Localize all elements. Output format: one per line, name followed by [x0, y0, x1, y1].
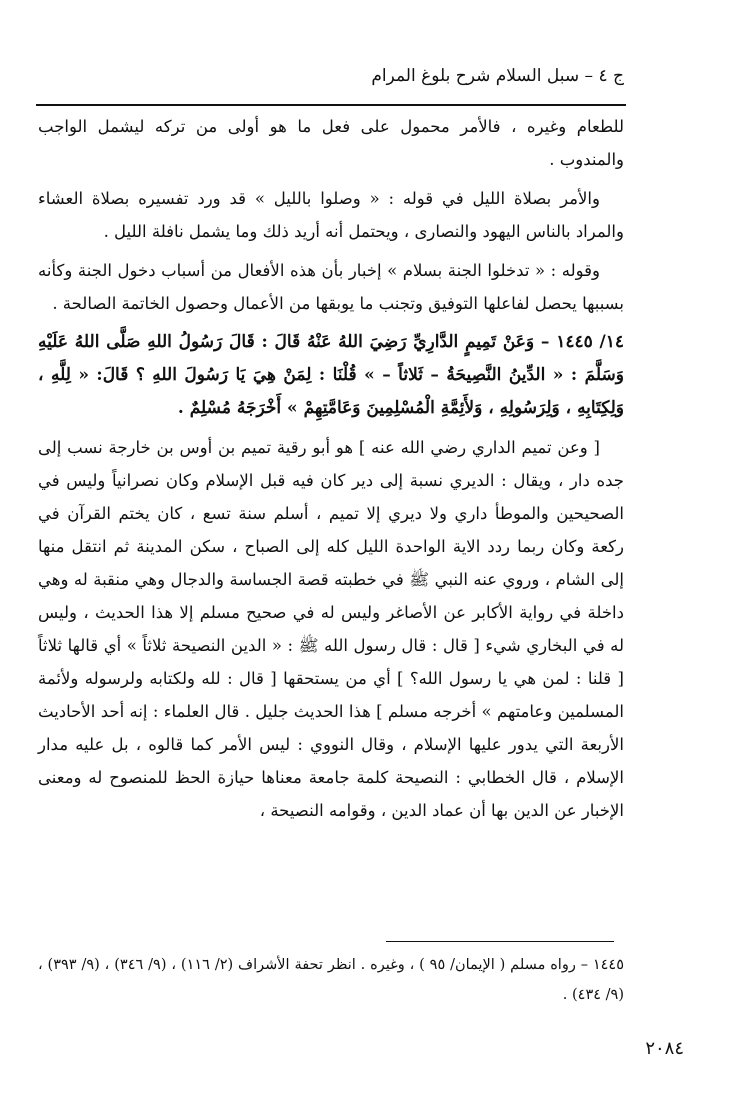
paragraph-paradise: وقوله : « تدخلوا الجنة بسلام » إخبار بأن هذه الأفعال من أسباب دخول الجنة وكأنه بسببها يحصل لفاعلها التوفيق وتجنب ما يوبقها من الأعمال وحصول الخاتمة الصالحة .: [38, 261, 624, 313]
running-header: ج ٤ – سبل السلام شرح بلوغ المرام: [371, 66, 624, 86]
page-number: ٢٠٨٤: [645, 1038, 684, 1059]
hadith-text: ١٤/ ١٤٤٥ – وَعَنْ تَمِيمٍ الدَّارِيِّ رَضِيَ اللهُ عَنْهُ قَالَ : قَالَ رَسُولُ اللهِ صَلَّى اللهُ عَلَيْهِ وَسَلَّمَ : « الدِّينُ النَّصِيحَةُ – ثَلاثاً – » قُلْنَا : لِمَنْ هِيَ يَا رَسُولَ اللهِ ؟ قَالَ: « لِلَّهِ ، وَلِكِتَابِهِ ، وَلِرَسُولِهِ ، وَلأَئِمَّةِ الْمُسْلِمِينَ وَعَامَّتِهِمْ » أَخْرَجَهُ مُسْلِمٌ .: [38, 332, 624, 418]
footnote-rule: [386, 941, 614, 942]
header-rule: [36, 104, 626, 106]
footnote: ١٤٤٥ – رواه مسلم ( الإيمان/ ٩٥ ) ، وغيره . انظر تحفة الأشراف (٢/ ١١٦) ، (٩/ ٣٤٦) ، (٩/ ٣٩٣) ، (٩/ ٤٣٤) .: [38, 957, 624, 1003]
paragraph-commentary: [ وعن تميم الداري رضي الله عنه ] هو أبو رقية تميم بن أوس بن خارجة نسب إلى جده دار ، ويقال : الديري نسبة إلى دير كان فيه قبل الإسلام وكان نصرانياً وليس في الصحيحين والموطأ داري ولا ديري إلا تميم ، أسلم سنة تسع ، كان يختم القرآن في ركعة وكان ربما ردد الاية الواحدة الليل كله إلى الصباح ، سكن المدينة ثم انتقل منها إلى الشام ، وروي عنه النبي ﷺ في خطبته قصة الجساسة والدجال وهي منقبة له وهي داخلة في رواية الأكابر عن الأصاغر وليس له في صحيح مسلم إلا هذا الحديث ، وليس له في البخاري شيء [ قال : قال رسول الله ﷺ : « الدين النصيحة ثلاثاً » أي قالها ثلاثاً [ قلنا : لمن هي يا رسول الله؟ ] أي من يستحقها [ قال : لله ولكتابه ولرسوله ولأئمة المسلمين وعامتهم » أخرجه مسلم ] هذا الحديث جليل . قال العلماء : إنه أحد الأحاديث الأربعة التي يدور عليها الإسلام ، وقال النووي : ليس الأمر كما قالوه ، بل عليه مدار الإسلام ، قال الخطابي : النصيحة كلمة جامعة معناها حيازة الحظ للمنصوح له ومعنى الإخبار عن الدين بها أن عماد الدين ، وقوامه النصيحة ،: [38, 438, 624, 820]
main-text: [38, 110, 624, 827]
paragraph-continuation: للطعام وغيره ، فالأمر محمول على فعل ما هو أولى من تركه ليشمل الواجب والمندوب .: [38, 117, 624, 169]
paragraph-night-prayer: والأمر بصلاة الليل في قوله : « وصلوا بالليل » قد ورد تفسيره بصلاة العشاء والمراد بالناس اليهود والنصارى ، ويحتمل أنه أريد ذلك وما يشمل نافلة الليل .: [38, 189, 624, 241]
